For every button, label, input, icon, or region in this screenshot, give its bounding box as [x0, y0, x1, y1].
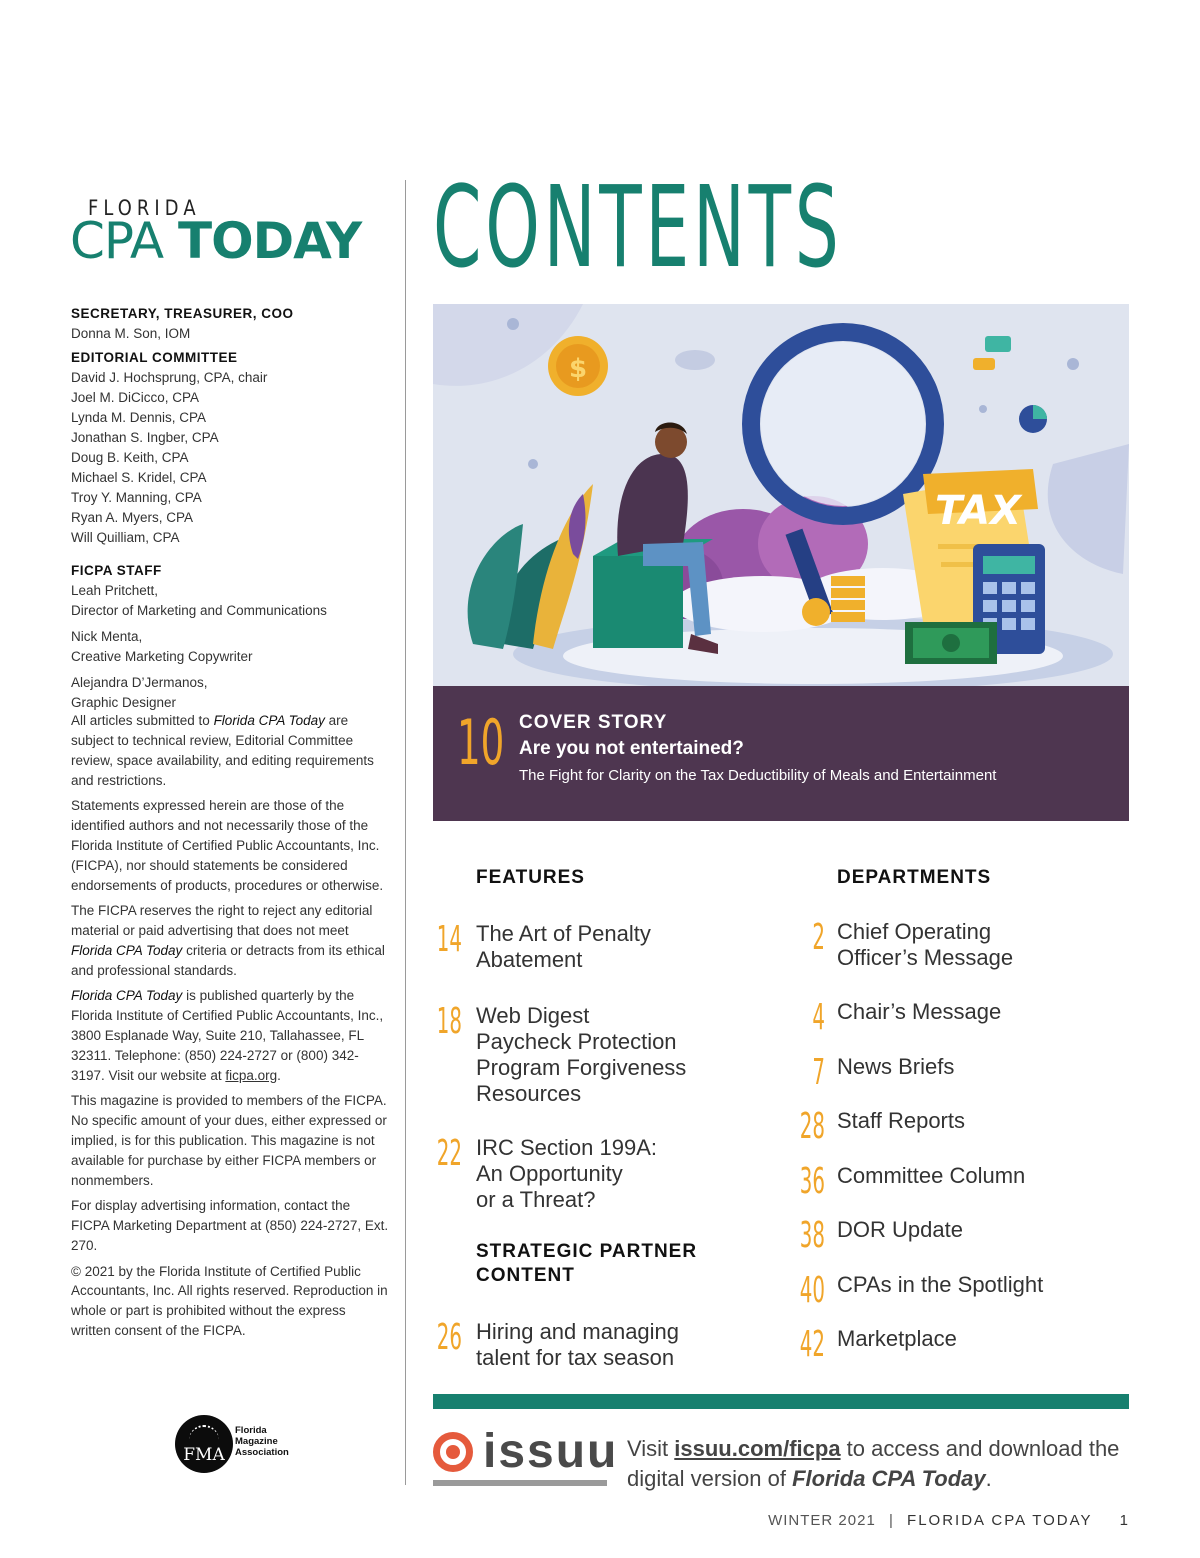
- logo-cpa: CPA: [70, 212, 164, 270]
- cover-story-band[interactable]: [433, 686, 1129, 821]
- fineprint-reserves: The FICPA reserves the right to reject any editorial material or paid advertising that does not meet Florida CPA Today criteria or detracts from its ethical and professional standards.: [71, 903, 385, 978]
- committee-heading: EDITORIAL COMMITTEE: [71, 350, 238, 365]
- cover-story-title: Are you not entertained?: [519, 738, 744, 759]
- cover-story-page-number: 10: [457, 706, 505, 779]
- committee-member: David J. Hochsprung, CPA, chair: [71, 370, 268, 385]
- toc-title: CPAs in the Spotlight: [837, 1272, 1044, 1297]
- toc-page-number: 38: [799, 1215, 825, 1256]
- page-footer: [768, 1512, 1129, 1529]
- column-divider: [405, 180, 406, 1485]
- coo-heading: SECRETARY, TREASURER, COO: [71, 306, 294, 321]
- fineprint-copyright: © 2021 by the Florida Institute of Certified Public Accountants, Inc. All rights reserved. Reproduction in whole or part is prohibited without the express written consent of the FICPA.: [71, 1263, 388, 1339]
- committee-member: Ryan A. Myers, CPA: [71, 510, 194, 525]
- fma-name: Florida Magazine Association: [235, 1425, 289, 1458]
- staff-name: Leah Pritchett,: [71, 583, 159, 598]
- staff-name: Nick Menta,: [71, 629, 143, 644]
- issuu-wordmark: issuu: [483, 1425, 619, 1478]
- toc-title: The Art of Penalty Abatement: [476, 921, 651, 972]
- teal-rule: [433, 1394, 1129, 1409]
- toc-title: Marketplace: [837, 1326, 957, 1351]
- fineprint-advertising: For display advertising information, contact the FICPA Marketing Department at (850) 224-2727, Ext. 270.: [71, 1198, 389, 1254]
- toc-page-number: 2: [812, 917, 825, 958]
- fma-logo: [175, 1415, 335, 1475]
- footer-publication: FLORIDA CPA TODAY: [907, 1512, 1093, 1529]
- committee-member: Joel M. DiCicco, CPA: [71, 390, 200, 405]
- footer-issue: WINTER 2021: [768, 1512, 876, 1529]
- footer-page-number: 1: [1119, 1512, 1129, 1529]
- ficpa-link[interactable]: ficpa.org: [225, 1067, 278, 1083]
- issuu-ring-icon: [433, 1432, 473, 1472]
- logo-today: TODAY: [177, 212, 362, 270]
- committee-member: Jonathan S. Ingber, CPA: [71, 430, 219, 445]
- toc-title: DOR Update: [837, 1217, 963, 1242]
- coo-name: Donna M. Son, IOM: [71, 326, 191, 341]
- footer-separator: |: [888, 1512, 894, 1529]
- toc-title: News Briefs: [837, 1054, 955, 1079]
- issuu-logo[interactable]: [433, 1425, 619, 1488]
- toc-page-number: 26: [436, 1317, 462, 1358]
- logo-cpa-today: [70, 212, 361, 270]
- toc-page-number: 7: [812, 1052, 825, 1093]
- tax-label: TAX: [935, 488, 1021, 534]
- departments-heading: DEPARTMENTS: [837, 867, 992, 888]
- fineprint-members: This magazine is provided to members of the FICPA. No specific amount of your dues, either expressed or implied, is for this publication. This magazine is not available for purchase by either FICPA members or nonmembers.: [71, 1093, 387, 1188]
- staff-heading: FICPA STAFF: [71, 563, 162, 578]
- logo-florida-word: FLORIDA: [88, 196, 201, 220]
- staff-role: Creative Marketing Copywriter: [71, 649, 253, 664]
- cover-story-subtitle: The Fight for Clarity on the Tax Deductibility of Meals and Entertainment: [519, 767, 997, 784]
- contents-title: CONTENTS: [433, 163, 843, 293]
- masthead: [71, 304, 391, 713]
- fineprint: [71, 711, 389, 1347]
- toc-page-number: 18: [436, 1001, 462, 1042]
- committee-member: Troy Y. Manning, CPA: [71, 490, 202, 505]
- toc-title: Chief Operating Officer’s Message: [837, 919, 1014, 970]
- features-heading: FEATURES: [476, 867, 585, 888]
- toc-page-number: 4: [812, 997, 825, 1038]
- toc-page-number: 40: [799, 1270, 825, 1311]
- committee-member: Will Quilliam, CPA: [71, 530, 180, 545]
- committee-member: Lynda M. Dennis, CPA: [71, 410, 207, 425]
- toc-page-number: 14: [436, 919, 462, 960]
- toc-title: Chair’s Message: [837, 999, 1002, 1024]
- toc-title: Committee Column: [837, 1163, 1026, 1188]
- toc-page-number: 42: [799, 1324, 825, 1365]
- toc-page-number: 36: [799, 1161, 825, 1202]
- staff-name: Alejandra D’Jermanos,: [71, 675, 208, 690]
- strategic-partner-heading: STRATEGIC PARTNER CONTENT: [476, 1241, 698, 1286]
- fineprint-statements: Statements expressed herein are those of the identified authors and not necessarily those of the Florida Institute of Certified Public Accountants, Inc. (FICPA), nor should statements be considered endorsements of products, procedures or otherwise.: [71, 798, 384, 893]
- fma-mark: FMA: [175, 1415, 233, 1473]
- staff-role: Graphic Designer: [71, 695, 177, 710]
- cover-story-label: COVER STORY: [519, 712, 668, 733]
- cover-illustration-svg: [433, 304, 1129, 686]
- toc-title: Staff Reports: [837, 1108, 965, 1133]
- toc-title: IRC Section 199A: An Opportunity or a Threat?: [476, 1135, 657, 1212]
- svg-text:$: $: [569, 354, 588, 384]
- toc-page-number: 22: [436, 1133, 462, 1174]
- cover-illustration: [433, 304, 1129, 686]
- issuu-link[interactable]: issuu.com/ficpa: [674, 1436, 841, 1461]
- committee-member: Doug B. Keith, CPA: [71, 450, 189, 465]
- committee-member: Michael S. Kridel, CPA: [71, 470, 207, 485]
- fineprint-published: Florida CPA Today is published quarterly by the Florida Institute of Certified Public Accountants, Inc., 3800 Esplanade Way, Suite 210, Tallahassee, FL 32311. Telephone: (850) 224-2727 or (800) 342-3197. Visit our website at ficpa.org.: [71, 988, 384, 1083]
- fineprint-review: All articles submitted to Florida CPA Today are subject to technical review, Editorial Committee review, space availability, and editing requirements and restrictions.: [71, 713, 374, 788]
- toc-title: Hiring and managing talent for tax season: [476, 1319, 680, 1370]
- toc-title: Web Digest Paycheck Protection Program Forgiveness Resources: [476, 1003, 687, 1106]
- staff-role: Director of Marketing and Communications: [71, 603, 327, 618]
- issuu-promo-text: Visit issuu.com/ficpa to access and download the digital version of Florida CPA Today.: [627, 1436, 1120, 1491]
- toc-page-number: 28: [799, 1106, 825, 1147]
